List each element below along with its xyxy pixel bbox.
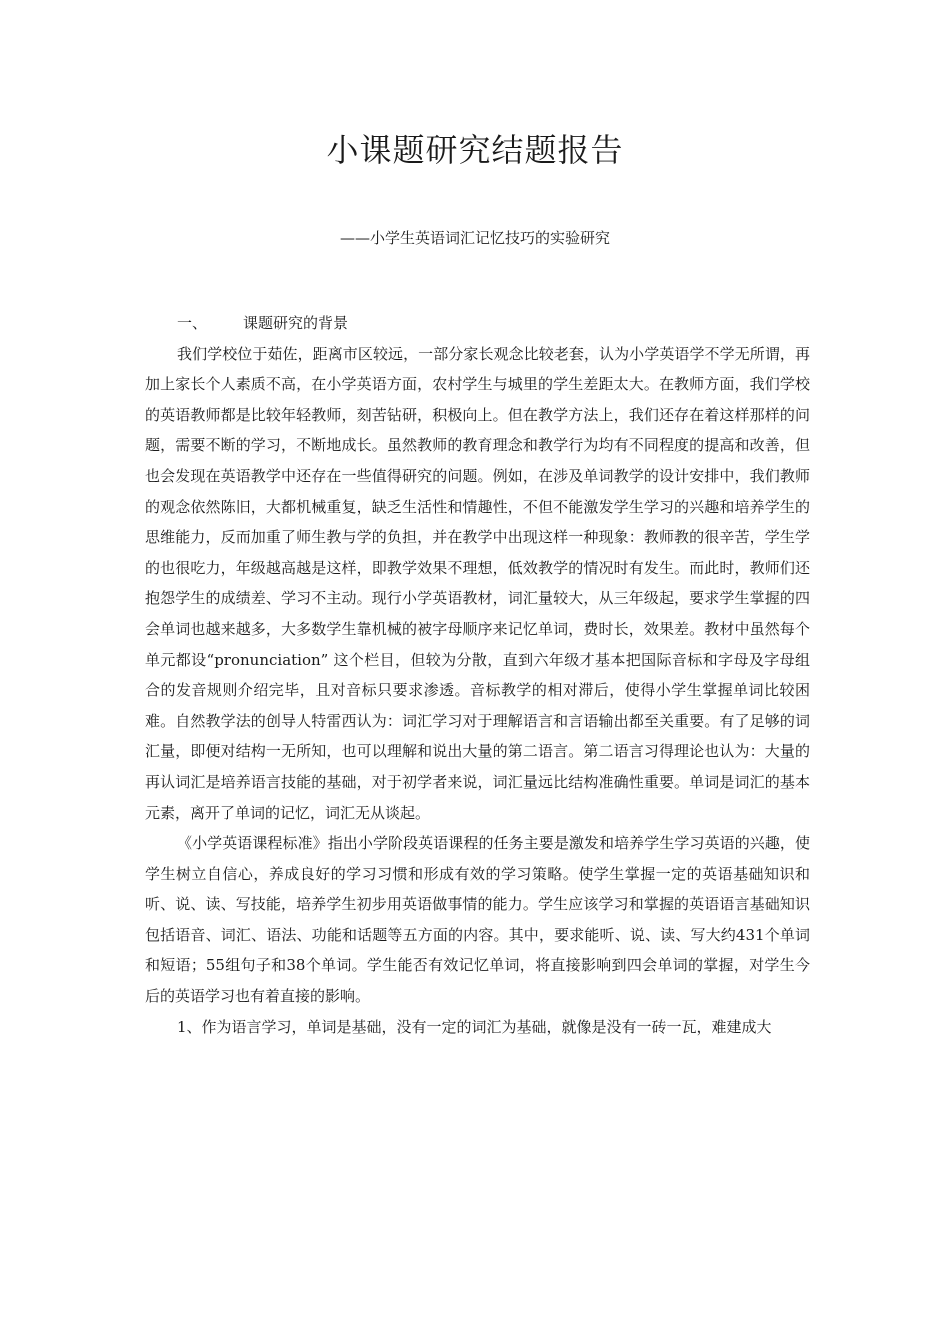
document-body bbox=[145, 308, 810, 1042]
paragraph-curriculum-standard: 《小学英语课程标准》指出小学阶段英语课程的任务主要是激发和培养学生学习英语的兴趣，使学生树立自信心，养成良好的学习习惯和形成有效的学习策略。使学生掌握一定的英语基础知识和听、说、读、写技能，培养学生初步用英语做事情的能力。学生应该学习和掌握的英语语言基础知识包括语音、词汇、语法、功能和话题等五方面的内容。其中，要求能听、说、读、写大约431个单词和短语；55组句子和38个单词。学生能否有效记忆单词，将直接影响到四会单词的掌握，对学生今后的英语学习也有着直接的影响。 bbox=[145, 834, 810, 1006]
document-subtitle: ——小学生英语词汇记忆技巧的实验研究 bbox=[339, 229, 610, 247]
paragraph-background: 我们学校位于茹佐，距离市区较远，一部分家长观念比较老套，认为小学英语学不学无所谓，再加上家长个人素质不高，在小学英语方面，农村学生与城里的学生差距太大。在教师方面，我们学校的英语教师都是比较年轻教师，刻苦钻研，积极向上。但在教学方法上，我们还存在着这样那样的问题，需要不断的学习，不断地成长。虽然教师的教育理念和教学行为均有不同程度的提高和改善，但也会发现在英语教学中还存在一些值得研究的问题。例如，在涉及单词教学的设计安排中，我们教师的观念依然陈旧，大都机械重复，缺乏生活性和情趣性，不但不能激发学生学习的兴趣和培养学生的思维能力，反而加重了师生教与学的负担，并在教学中出现这样一种现象：教师教的很辛苦，学生学的也很吃力，年级越高越是这样，即教学效果不理想，低效教学的情况时有发生。而此时，教师们还抱怨学生的成绩差、学习不主动。现行小学英语教材，词汇量较大，从三年级起，要求学生掌握的四会单词也越来越多，大多数学生靠机械的被字母顺序来记忆单词，费时长，效果差。教材中虽然每个单元都设“pronunciation” 这个栏目，但较为分散，直到六年级才基本把国际音标和字母及字母组合的发音规则介绍完毕，且对音标只要求渗透。音标教学的相对滞后，使得小学生掌握单词比较困难。自然教学法的创导人特雷西认为：词汇学习对于理解语言和言语输出都至关重要。有了足够的词汇量，即便对结构一无所知，也可以理解和说出大量的第二语言。第二语言习得理论也认为：大量的再认词汇是培养语言技能的基础，对于初学者来说，词汇量远比结构准确性重要。单词是词汇的基本元素，离开了单词的记忆，词汇无从谈起。 bbox=[145, 344, 810, 822]
section-number: 一、 bbox=[177, 314, 208, 332]
section-title: 课题研究的背景 bbox=[243, 314, 349, 332]
section-heading bbox=[145, 308, 810, 339]
paragraph-point-1: 1、作为语言学习，单词是基础，没有一定的词汇为基础，就像是没有一砖一瓦，难建成大 bbox=[177, 1017, 772, 1036]
document-title: 小课题研究结题报告 bbox=[326, 131, 624, 169]
